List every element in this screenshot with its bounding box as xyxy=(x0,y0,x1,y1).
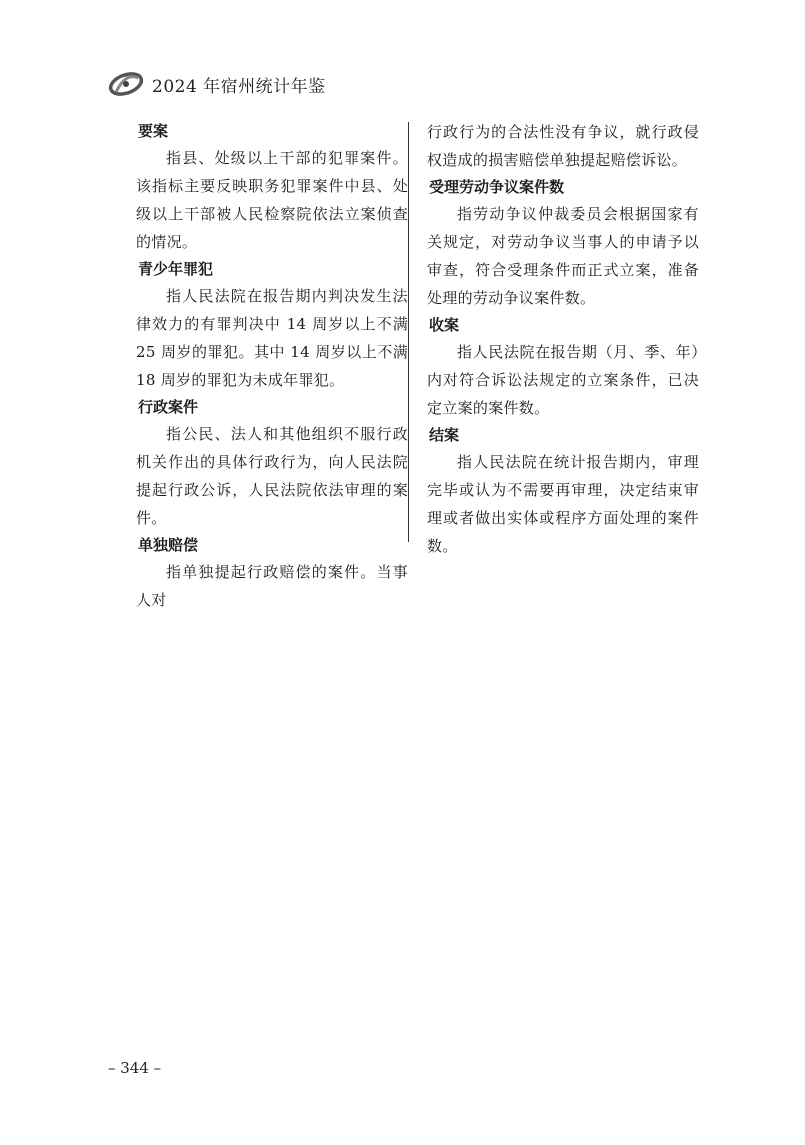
yearbook-logo-icon xyxy=(108,70,144,98)
entry-labor-dispute-cases xyxy=(427,174,699,312)
right-column xyxy=(427,118,699,560)
entry-administrative-cases xyxy=(136,394,408,532)
entry-major-cases xyxy=(136,118,408,256)
entry-heading: 结案 xyxy=(429,426,460,444)
left-column xyxy=(136,118,408,614)
entry-text: 指劳动争议仲裁委员会根据国家有关规定，对劳动争议当事人的申请予以审查，符合受理条件而正式立案，准备处理的劳动争议案件数。 xyxy=(427,205,699,307)
entry-heading: 行政案件 xyxy=(138,398,199,416)
entry-separate-compensation xyxy=(136,532,408,614)
entry-heading: 收案 xyxy=(429,316,460,334)
header-title: 2024 年宿州统计年鉴 xyxy=(152,76,326,97)
entry-cases-received xyxy=(427,312,699,422)
column-divider xyxy=(408,122,409,542)
page-number: – 344 – xyxy=(108,1059,162,1077)
entry-text: 指人民法院在报告期（月、季、年）内对符合诉讼法规定的立案条件，已决定立案的案件数。 xyxy=(427,343,699,417)
entry-heading: 受理劳动争议案件数 xyxy=(429,178,565,196)
entry-juvenile-offenders xyxy=(136,256,408,394)
entry-text: 指公民、法人和其他组织不服行政机关作出的具体行政行为，向人民法院提起行政公诉，人民法院依法审理的案件。 xyxy=(136,425,408,527)
entry-heading: 青少年罪犯 xyxy=(138,260,214,278)
entry-text: 指人民法院在统计报告期内，审理完毕或认为不需要再审理，决定结束审理或者做出实体或程序方面处理的案件数。 xyxy=(427,453,699,555)
entry-text: 指县、处级以上干部的犯罪案件。该指标主要反映职务犯罪案件中县、处级以上干部被人民检察院依法立案侦查的情况。 xyxy=(136,149,408,251)
entry-text: 指单独提起行政赔偿的案件。当事人对 xyxy=(136,563,408,609)
continuation-text: 行政行为的合法性没有争议，就行政侵权造成的损害赔偿单独提起赔偿诉讼。 xyxy=(427,123,699,169)
entry-text: 指人民法院在报告期内判决发生法律效力的有罪判决中 14 周岁以上不满 25 周岁的罪犯。其中 14 周岁以上不满 18 周岁的罪犯为未成年罪犯。 xyxy=(136,287,408,389)
entry-cases-closed xyxy=(427,422,699,560)
entry-heading: 单独赔偿 xyxy=(138,536,199,554)
page-header xyxy=(108,68,326,100)
entry-heading: 要案 xyxy=(138,122,169,140)
